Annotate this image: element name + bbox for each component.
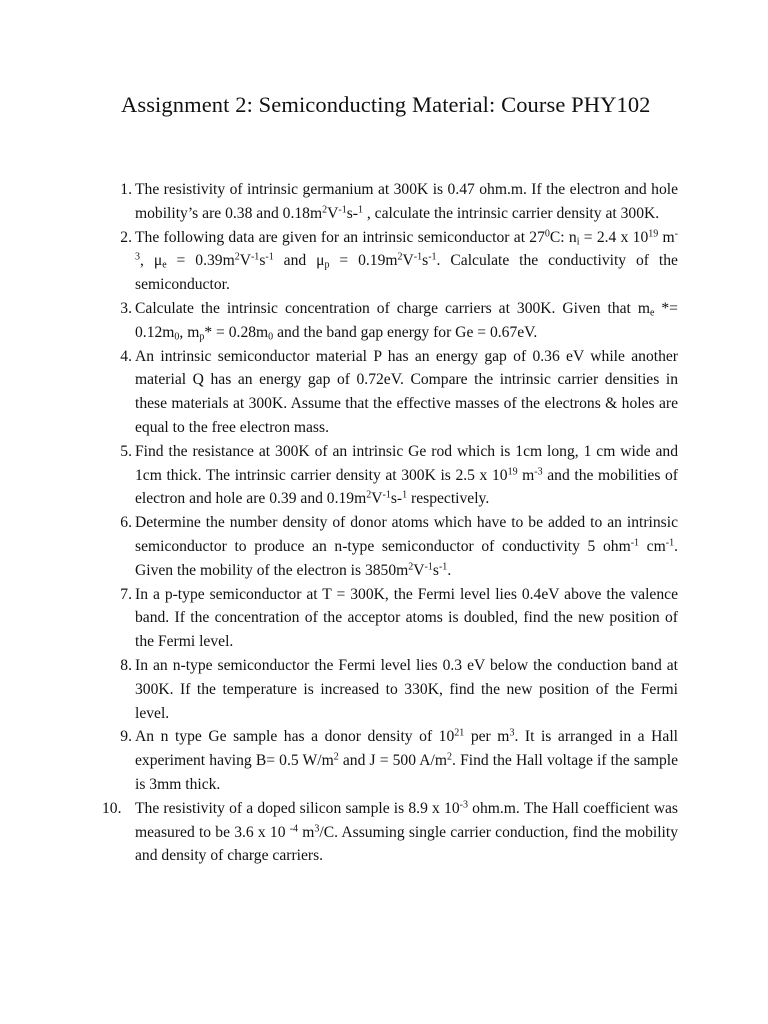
question-number: 1. xyxy=(120,181,132,198)
question-number: 9. xyxy=(120,728,132,746)
question-item xyxy=(106,178,678,226)
question-item xyxy=(106,725,678,796)
question-text: The following data are given for an intrinsic semiconductor at $27^0C$: $n_i = 2.4$ x $10^{19}$ $m^{-3}$, $\mu_e = 0.39m^2V^{-1}s^{-1}$ and $\mu_p = 0.19m^2V^{-1}s^{-1}$. Calculate the conductivity of the semiconductor. xyxy=(135,228,678,294)
question-text: An intrinsic semiconductor material P has an energy gap of 0.36 eV while another material Q has an energy gap of 0.72eV. Compare the intrinsic carrier densities in these materials at 300K. Assume that the effective masses of the electrons & holes are equal to the free electron mass. xyxy=(135,347,678,436)
question-number: 7. xyxy=(120,585,132,603)
question-item xyxy=(106,345,678,440)
question-text: In an n-type semiconductor the Fermi level lies 0.3 eV below the conduction band at 300K. If the temperature is increased to 330K, find the new position of the Fermi level. xyxy=(135,656,678,722)
question-item xyxy=(106,583,678,654)
question-item xyxy=(102,797,678,868)
question-number: 5. xyxy=(120,442,132,460)
question-item xyxy=(106,511,678,582)
question-number: 10. xyxy=(102,799,122,817)
question-text: The resistivity of intrinsic germanium at 300K is 0.47 ohm.m. If the electron and hole mobility’s are 0.38 and $0.18m^2V^{-1}s-^1$ , calculate the intrinsic carrier density at 300K. xyxy=(135,181,678,222)
question-text: The resistivity of a doped silicon sample is 8.9 x $10^{-3}$ ohm.m. The Hall coefficient was measured to be 3.6 x 10 $^{-4}$ $m^3/C$. Assuming single carrier conduction, find the mobility and density of charge carriers. xyxy=(135,799,678,865)
question-text: In a p-type semiconductor at T = 300K, the Fermi level lies 0.4eV above the valence band. If the concentration of the acceptor atoms is doubled, find the new position of the Fermi level. xyxy=(135,585,678,651)
question-item xyxy=(106,297,678,345)
question-number: 3. xyxy=(120,299,132,317)
question-item xyxy=(106,226,678,297)
question-number: 2. xyxy=(120,228,132,246)
question-text: Find the resistance at 300K of an intrinsic Ge rod which is 1cm long, 1 cm wide and 1cm thick. The intrinsic carrier density at 300K is 2.5 x $10^{19}$ $m^{-3}$ and the mobilities of electron and hole are 0.39 and $0.19m^2V^{-1}s-^1$ respectively. xyxy=(135,442,678,508)
question-number: 6. xyxy=(120,514,132,532)
question-number: 8. xyxy=(120,656,132,674)
assignment-title: Assignment 2: Semiconducting Material: Course PHY102 xyxy=(121,92,651,117)
question-item xyxy=(106,440,678,511)
question-text: An n type Ge sample has a donor density of $10^{21}$ per $m^3$. It is arranged in a Hall experiment having B= 0.5 $W/m^2$ and J = 500 $A/m^2$. Find the Hall voltage if the sample is 3mm thick. xyxy=(135,727,679,793)
question-item xyxy=(106,654,678,725)
question-text: Calculate the intrinsic concentration of charge carriers at 300K. Given that $m_e *= 0.12m_0$, $m_p* = 0.28m_0$ and the band gap energy for Ge = 0.67eV. xyxy=(135,299,678,343)
question-list xyxy=(102,178,679,868)
question-number: 4. xyxy=(120,347,132,365)
question-text: Determine the number density of donor atoms which have to be added to an intrinsic semiconductor to produce an n-type semiconductor of conductivity 5 ohm$^{-1}$ $cm^{-1}$. Given the mobility of the electron is $3850m^2V^{-1}s^{-1}$. xyxy=(135,514,678,579)
